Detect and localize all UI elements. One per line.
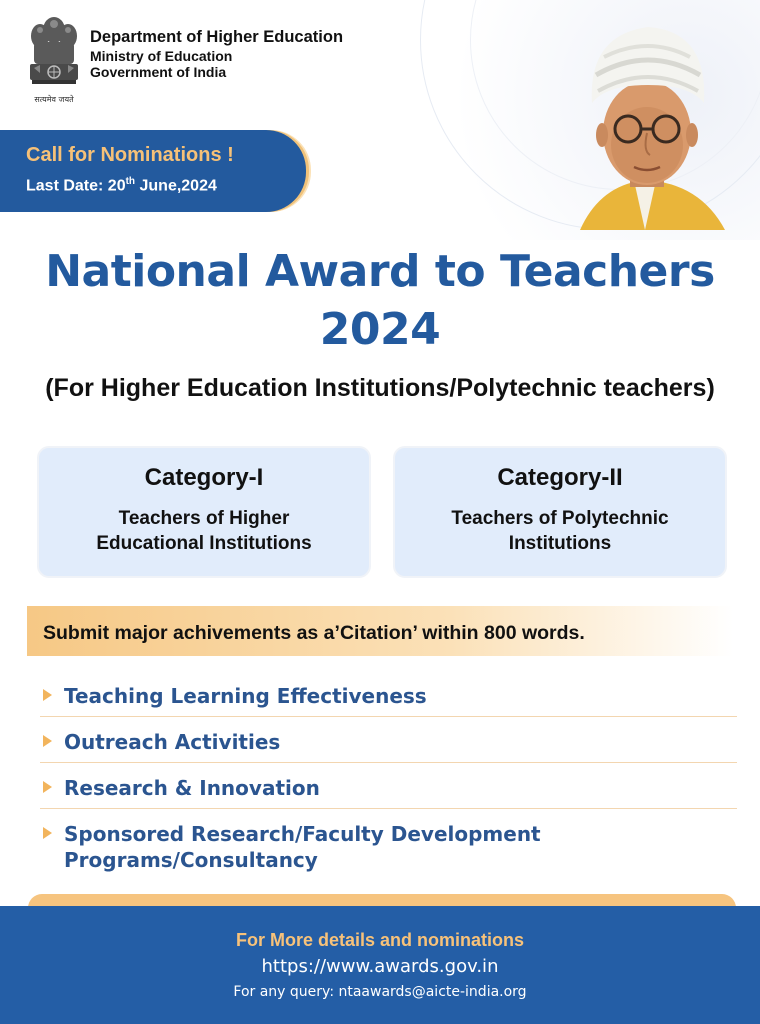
list-item-text: Teaching Learning Effectiveness bbox=[64, 684, 427, 708]
footer-heading: For More details and nominations bbox=[235, 930, 525, 950]
category-card-2 bbox=[393, 446, 727, 578]
last-date bbox=[26, 176, 217, 195]
last-date-ordinal: th bbox=[125, 176, 136, 187]
category-description-line: Institutions bbox=[508, 533, 612, 554]
criteria-list bbox=[40, 680, 737, 889]
category-description bbox=[395, 506, 725, 556]
query-email[interactable]: For any query: ntaawards@aicte-india.org bbox=[233, 984, 527, 1000]
category-heading: Category-I bbox=[144, 464, 264, 491]
category-description bbox=[39, 506, 369, 556]
organization-block bbox=[90, 28, 343, 80]
portrait-image bbox=[540, 5, 750, 230]
triangle-arrow-icon bbox=[43, 735, 52, 747]
triangle-arrow-icon bbox=[43, 827, 52, 839]
last-date-prefix: Last Date: 20 bbox=[26, 177, 126, 195]
government-name: Government of India bbox=[90, 64, 227, 80]
page-title-year: 2024 bbox=[319, 304, 441, 355]
list-item bbox=[40, 818, 737, 880]
category-card-1 bbox=[37, 446, 371, 578]
list-item-text: Sponsored Research/Faculty Development bbox=[64, 822, 541, 846]
last-date-suffix: June,2024 bbox=[135, 177, 217, 195]
triangle-arrow-icon bbox=[43, 781, 52, 793]
category-description-line: Teachers of Polytechnic bbox=[451, 508, 669, 529]
triangle-arrow-icon bbox=[43, 689, 52, 701]
call-for-nominations: Call for Nominations ! bbox=[26, 144, 234, 166]
category-heading: Category-II bbox=[497, 464, 623, 491]
page-subtitle: (For Higher Education Institutions/Polytechnic teachers) bbox=[45, 374, 715, 402]
nomination-badge bbox=[0, 130, 306, 212]
footer bbox=[0, 906, 760, 1024]
list-item-text: Outreach Activities bbox=[64, 730, 281, 754]
ministry-name: Ministry of Education bbox=[90, 48, 233, 64]
awards-url-link[interactable]: https://www.awards.gov.in bbox=[261, 956, 499, 977]
list-item bbox=[40, 772, 737, 809]
list-item bbox=[40, 680, 737, 717]
page-title: National Award to Teachers bbox=[45, 246, 715, 297]
category-description-line: Teachers of Higher bbox=[118, 508, 290, 529]
list-item-text: Research & Innovation bbox=[64, 776, 320, 800]
list-item bbox=[40, 726, 737, 763]
citation-banner: Submit major achivements as a’Citation’ within 800 words. bbox=[27, 606, 733, 656]
emblem-motto: सत्यमेव जयते bbox=[34, 95, 74, 104]
list-item-text-continued: Programs/Consultancy bbox=[64, 848, 318, 872]
department-name: Department of Higher Education bbox=[90, 28, 344, 46]
category-description-line: Educational Institutions bbox=[96, 533, 312, 554]
